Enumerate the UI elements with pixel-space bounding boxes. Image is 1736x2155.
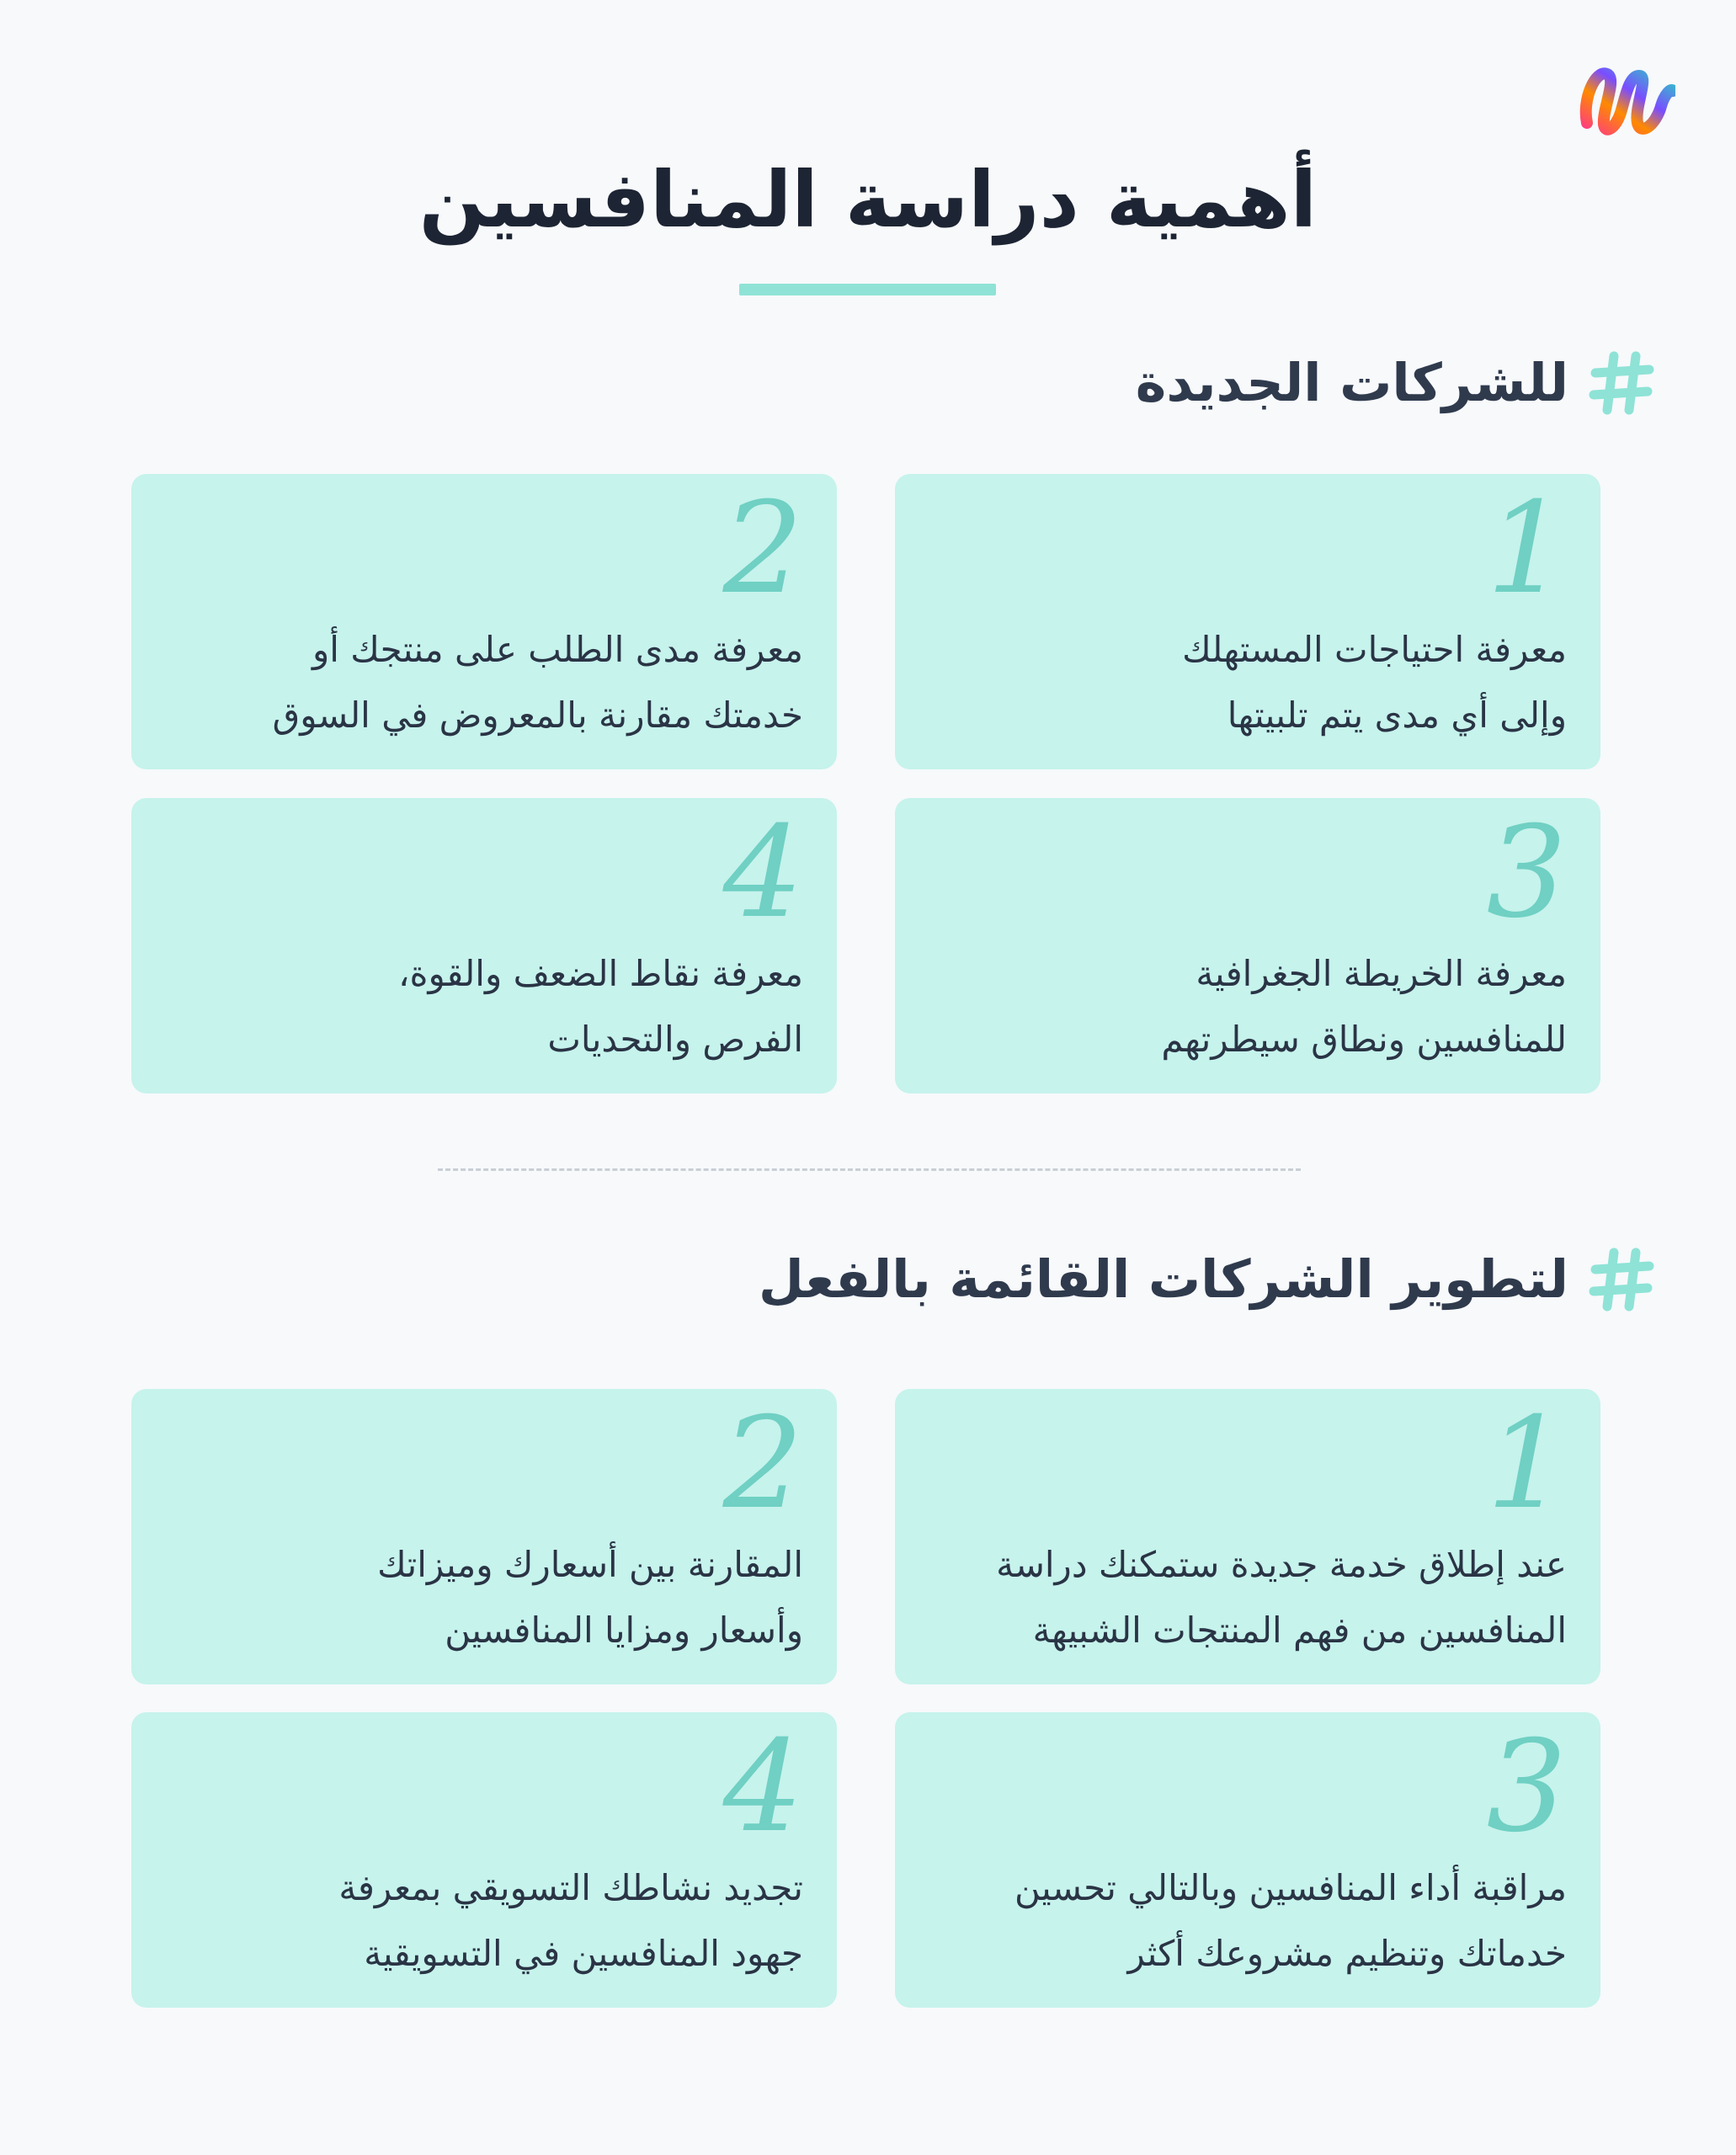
- card-new-3: [895, 798, 1600, 1093]
- card-new-4: [131, 798, 837, 1093]
- card-text-line: الفرص والتحديات: [547, 1019, 803, 1060]
- card-text-line: المقارنة بين أسعارك وميزاتك: [377, 1544, 803, 1585]
- hash-icon: [1589, 1246, 1656, 1313]
- card-text-line: عند إطلاق خدمة جديدة ستمكنك دراسة: [996, 1544, 1567, 1585]
- card-text-line: معرفة نقاط الضعف والقوة،: [397, 953, 803, 994]
- card-number: 4: [722, 1714, 803, 1860]
- card-number: 2: [722, 476, 803, 622]
- card-text-line: معرفة مدى الطلب على منتجك أو: [312, 629, 803, 670]
- brand-logo-icon: [1579, 57, 1675, 141]
- section-heading-existing-companies: [759, 1233, 1656, 1326]
- card-text: [157, 1532, 803, 1663]
- card-existing-1: [895, 1389, 1600, 1684]
- card-text-line: المنافسين من فهم المنتجات الشبيهة: [1032, 1610, 1567, 1651]
- card-text-line: مراقبة أداء المنافسين وبالتالي تحسين: [1014, 1867, 1567, 1908]
- card-text-line: جهود المنافسين في التسويقية: [364, 1933, 803, 1974]
- card-text-line: معرفة احتياجات المستهلك: [1182, 629, 1567, 670]
- card-text-line: معرفة الخريطة الجغرافية: [1195, 953, 1567, 994]
- card-existing-3: [895, 1712, 1600, 2008]
- card-number: 2: [722, 1391, 803, 1537]
- card-text: [920, 1855, 1567, 1987]
- section-heading-text: لتطوير الشركات القائمة بالفعل: [759, 1248, 1568, 1310]
- section-heading-text: للشركات الجديدة: [1135, 352, 1568, 413]
- card-text-line: وإلى أي مدى يتم تلبيتها: [1227, 694, 1567, 736]
- card-number: 1: [1486, 1391, 1567, 1537]
- card-text: [920, 617, 1567, 748]
- card-number: 4: [722, 800, 803, 946]
- card-text: [920, 1532, 1567, 1663]
- card-existing-2: [131, 1389, 837, 1684]
- card-text: [157, 617, 803, 748]
- card-text-line: خدماتك وتنظيم مشروعك أكثر: [1127, 1933, 1567, 1974]
- card-existing-4: [131, 1712, 837, 2008]
- section-heading-new-companies: [1136, 337, 1656, 429]
- hash-icon: [1589, 349, 1656, 417]
- card-text-line: خدمتك مقارنة بالمعروض في السوق: [272, 694, 803, 736]
- title-underline: [739, 284, 996, 295]
- card-text-line: تجديد نشاطك التسويقي بمعرفة: [338, 1867, 803, 1908]
- card-number: 3: [1486, 800, 1567, 946]
- card-text-line: وأسعار ومزايا المنافسين: [445, 1610, 803, 1651]
- card-number: 3: [1486, 1714, 1567, 1860]
- card-text: [920, 941, 1567, 1072]
- card-text: [157, 1855, 803, 1987]
- card-new-1: [895, 474, 1600, 769]
- card-text: [157, 941, 803, 1072]
- section-divider: [438, 1168, 1301, 1171]
- page-title: أهمية دراسة المنافسين: [418, 155, 1318, 245]
- card-new-2: [131, 474, 837, 769]
- card-text-line: للمنافسين ونطاق سيطرتهم: [1161, 1019, 1567, 1060]
- card-number: 1: [1486, 476, 1567, 622]
